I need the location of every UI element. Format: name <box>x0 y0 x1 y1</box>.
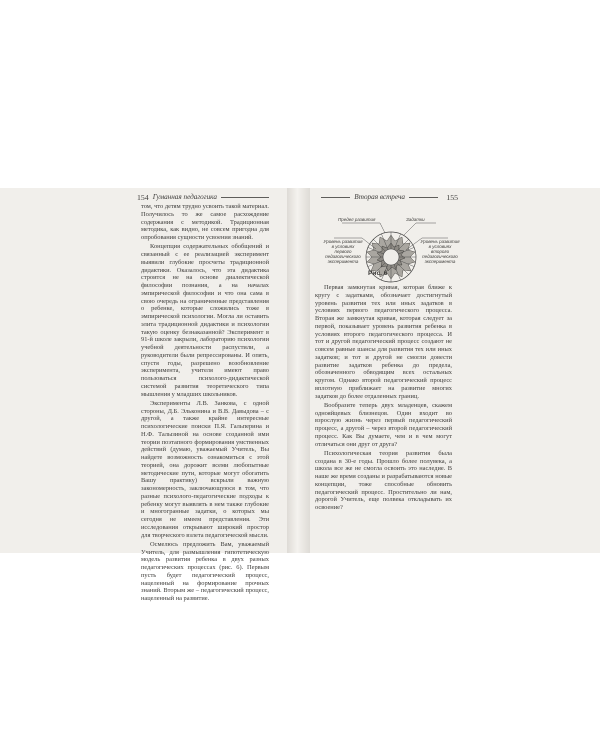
left-text-column <box>141 203 269 604</box>
paragraph: Концепция содержательных обобщений и связанный с ее реализацией эксперимент выявили глубокие просчеты традиционной дидактики. Оказалось, что эта дидактика строится не на основе диалектической философии познания, а на началах эмпирической философии и что она сама в свою очередь на ограниченные представления о ребенке, которые сложились тоже в эмпирической психологии. Могла ли оставить элита традиционной дидактики и психологии такую оценку безнаказанной? Эксперимент в 91-й школе закрыли, лабораторию психологии учебной деятельности распустили, а руководители были репрессированы. И опять, спустя годы, разрешено возобновление эксперимента, учителя имеют право пользоваться психолого-дидактической системой развития теоретического типа мышления у младших школьников. <box>141 243 269 398</box>
paragraph: том, что детям трудно усвоить такой материал. Получилось то же самое расхождение содержания с методикой. Традиционная методика, как видно, не совсем пригодна для опробования сущности усвоения знаний. <box>141 203 269 241</box>
label-zadatki: Задатки <box>406 217 425 222</box>
label-first-process-level: Уровень развития в условиях первого педагогического эксперимента <box>323 239 363 264</box>
paragraph: Первая замкнутая кривая, которая ближе к кругу с задатками, обозначает достигнутый уровень развития тех или иных задатков в условиях первого педагогического процесса. Вторая же замкнутая кривая, которая следует за первой, показывает уровень развития ребенка в условиях второго педагогического процесса. И тот и другой педагогический процесс создают не совсем равные шансы для развития тех или иных задатков; и тот и другой не смогли довести развитие задатков ребенка до предела, обозначенного обводящим всех остальных кругом. Однако второй педагогический процесс вплотную приближает на развитие многих задатков до более отдаленных границ. <box>315 284 452 400</box>
paragraph: Вообразите теперь двух младенцев, скажем однояйцевых близнецов. Один входит во взрослую жизнь через первый педагогический процесс, а другой – через второй педагогический процесс. Как Вы думаете, чем и в чем могут отличаться они друг от друга? <box>315 401 452 448</box>
label-development-limit: Предел развития <box>338 217 376 222</box>
paragraph: Осмелюсь предложить Вам, уважаемый Учитель, для размышления гипотетическую модель развития ребенка в двух разных педагогических процессах (рис. 6). Первым пусть будет педагогический процесс, нацеленный на формирование прочных знаний. Вторым же – педагогический процесс, нацеленный на развитие. <box>141 540 269 602</box>
left-page-header <box>137 192 269 202</box>
paragraph: Психологическая теория развития была создана в 30-е годы. Прошло более полувека, а школа все же не смогла освоить это наследие. В наше же время созданы и разрабатываются новые концепции, тоже способные обновить педагогический процесс. Простительно ли нам, дорогой Учитель, еще полвека откладывать их освоение? <box>315 449 452 511</box>
left-page-number: 154 <box>137 192 149 202</box>
label-second-process-level: Уровень развития в условиях второго педагогического эксперимента <box>420 239 460 264</box>
paragraph: Эксперименты Л.В. Занкова, с одной стороны, Д.Б. Эльконина и В.В. Давыдова – с другой, а также крайне интересные психологические поиски П.Я. Гальперина и Н.Ф. Талызиной на основе созданной ими теории поэтапного формирования умственных действий (думаю, уважаемый Учитель, Вы найдете возможность ознакомиться с этой теорией, она дорожит всеми любопытные методические пути, которые могут обогатить Вашу практику) вскрыли важную закономерность, заключающуюся в том, что разные психолого-педагогические подходы к ребенку могут выявлять в нем также глубокие и многогранные задатки, о которых мы сегодня не имеем представления. Эти исследования открывают широкий простор для творческого взлета педагогической мысли. <box>141 399 269 539</box>
figure-development-model <box>324 216 458 284</box>
header-rule <box>221 197 269 198</box>
right-page <box>310 188 600 553</box>
book-gutter <box>287 188 310 553</box>
figure-caption: Рис. 6 <box>368 270 388 277</box>
right-text-column <box>315 284 452 513</box>
left-running-title: Гуманная педагогика <box>152 193 217 201</box>
zadatki-circle <box>383 249 399 265</box>
left-page <box>0 188 287 602</box>
header-rule <box>409 197 438 198</box>
right-page-number: 155 <box>446 192 459 202</box>
right-running-title: Вторая встреча <box>354 193 406 201</box>
right-page-header <box>321 192 458 202</box>
header-rule <box>321 197 350 198</box>
